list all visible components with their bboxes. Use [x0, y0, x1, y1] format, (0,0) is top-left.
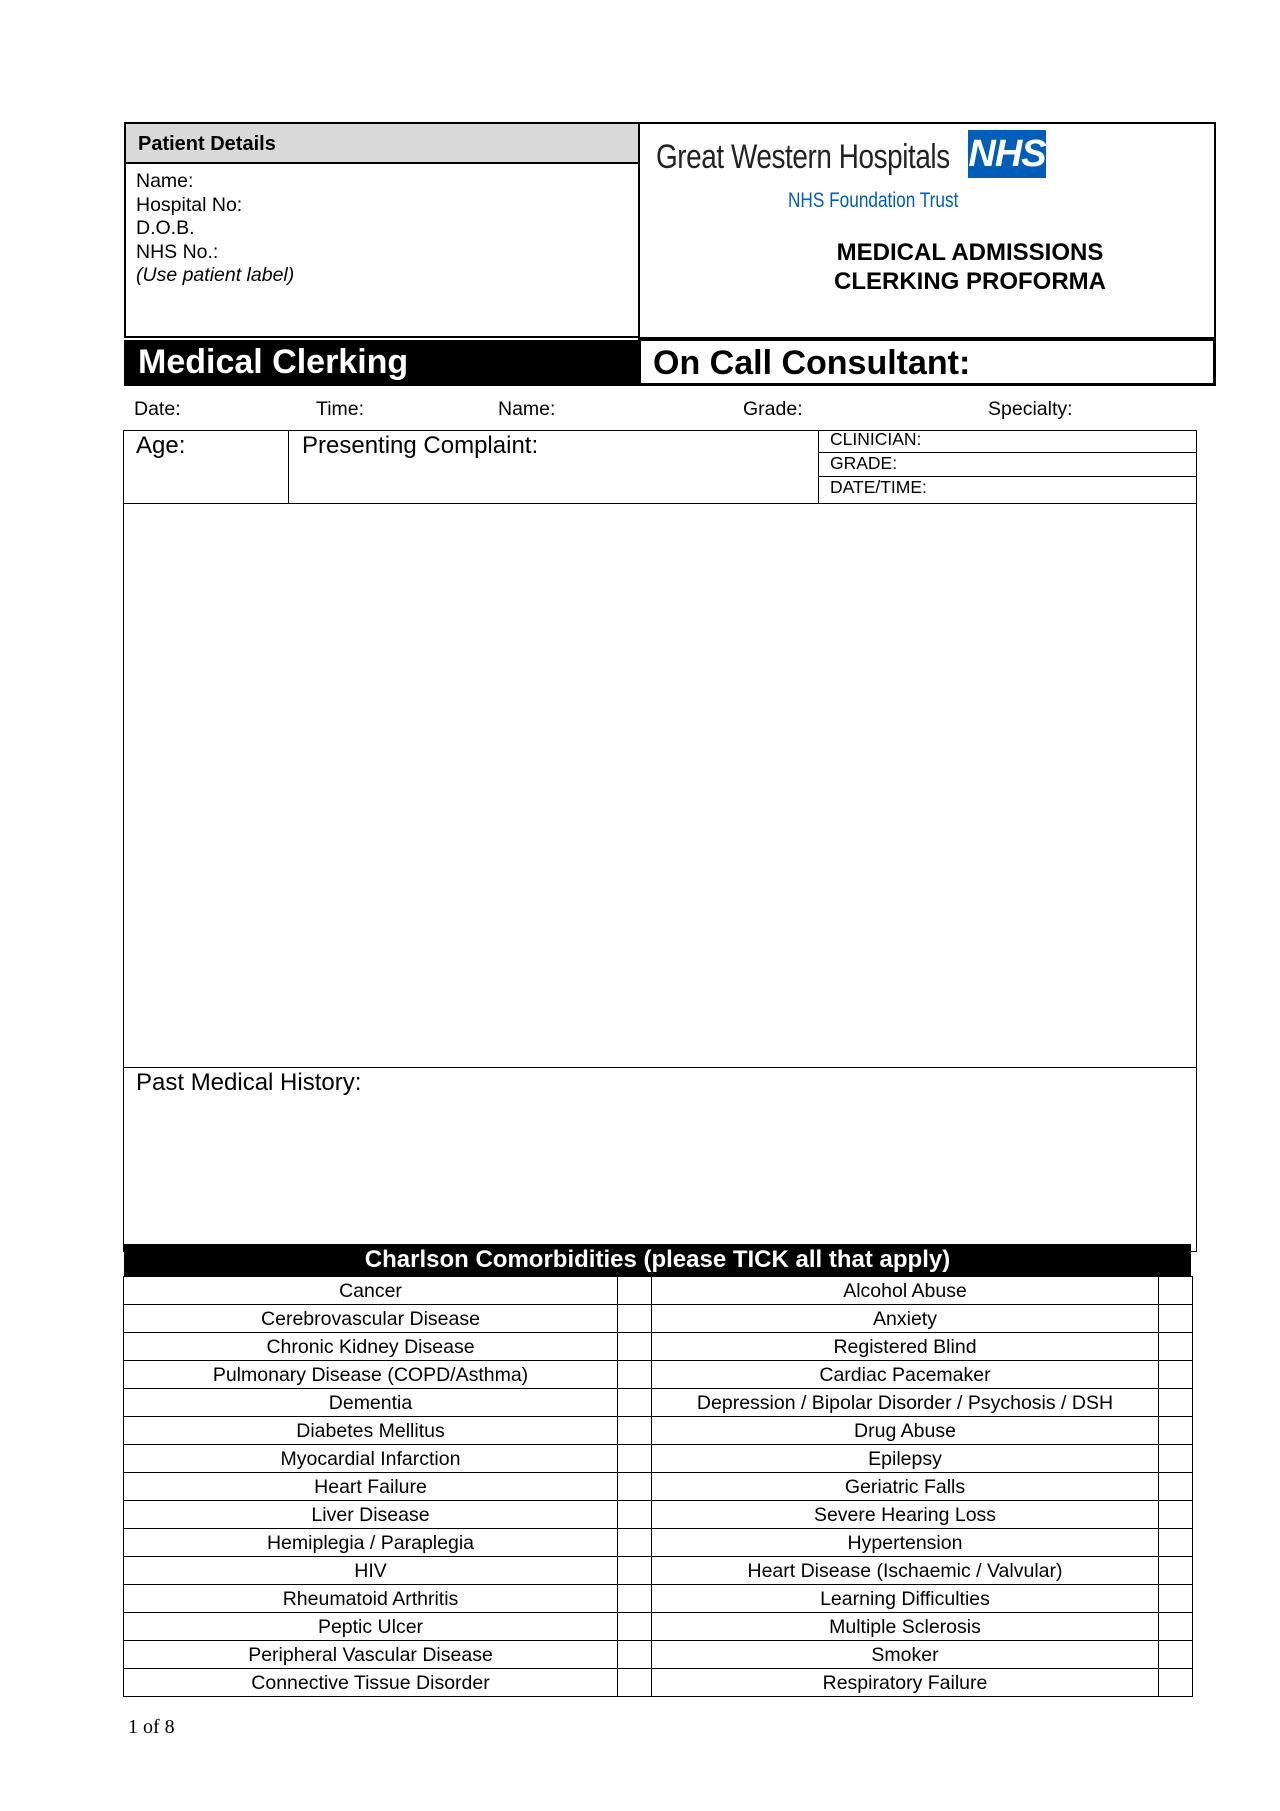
comorbidity-tick-box[interactable]: [1159, 1389, 1193, 1417]
comorbidity-row: [124, 1585, 1193, 1613]
comorbidity-tick-box[interactable]: [618, 1417, 652, 1445]
nhs-no-label: NHS No.:: [136, 240, 219, 263]
nhs-logo-badge: NHS: [968, 130, 1046, 178]
comorbidity-label: Hemiplegia / Paraplegia: [124, 1529, 618, 1557]
patient-name-label: Name:: [136, 170, 194, 192]
comorbidity-label: Geriatric Falls: [652, 1473, 1159, 1501]
comorbidity-tick-box[interactable]: [1159, 1557, 1193, 1585]
comorbidity-tick-box[interactable]: [1159, 1361, 1193, 1389]
grade-label: GRADE:: [830, 453, 898, 473]
form-title: [780, 238, 1160, 296]
comorbidity-row: [124, 1473, 1193, 1501]
comorbidity-row: [124, 1669, 1193, 1697]
comorbidity-label: Epilepsy: [652, 1445, 1159, 1473]
comorbidity-label: Pulmonary Disease (COPD/Asthma): [124, 1361, 618, 1389]
comorbidity-label: Alcohol Abuse: [652, 1277, 1159, 1305]
comorbidity-tick-box[interactable]: [618, 1557, 652, 1585]
comorbidity-label: Depression / Bipolar Disorder / Psychosis / DSH: [652, 1389, 1159, 1417]
comorbidity-tick-box[interactable]: [618, 1333, 652, 1361]
comorbidity-tick-box[interactable]: [1159, 1613, 1193, 1641]
comorbidity-tick-box[interactable]: [618, 1445, 652, 1473]
comorbidity-row: [124, 1641, 1193, 1669]
comorbidity-row: [124, 1277, 1193, 1305]
comorbidity-tick-box[interactable]: [618, 1669, 652, 1697]
time-field-label: Time:: [316, 398, 365, 420]
comorbidity-row: [124, 1305, 1193, 1333]
comorbidity-row: [124, 1501, 1193, 1529]
comorbidity-label: Severe Hearing Loss: [652, 1501, 1159, 1529]
comorbidity-tick-box[interactable]: [1159, 1473, 1193, 1501]
form-title-line1: MEDICAL ADMISSIONS: [836, 239, 1104, 266]
datetime-label: DATE/TIME:: [830, 477, 927, 497]
comorbidity-tick-box[interactable]: [618, 1585, 652, 1613]
comorbidity-tick-box[interactable]: [1159, 1417, 1193, 1445]
trust-name: Great Western Hospitals: [656, 138, 950, 176]
comorbidity-label: Respiratory Failure: [652, 1669, 1159, 1697]
comorbidity-tick-box[interactable]: [618, 1277, 652, 1305]
comorbidity-tick-box[interactable]: [618, 1473, 652, 1501]
comorbidity-label: Connective Tissue Disorder: [124, 1669, 618, 1697]
clinician-label: CLINICIAN:: [830, 429, 922, 449]
comorbidity-label: Multiple Sclerosis: [652, 1613, 1159, 1641]
age-complaint-row: [123, 430, 1197, 504]
comorbidity-tick-box[interactable]: [1159, 1641, 1193, 1669]
comorbidity-label: Diabetes Mellitus: [124, 1417, 618, 1445]
comorbidity-label: Rheumatoid Arthritis: [124, 1585, 618, 1613]
comorbidity-tick-box[interactable]: [1159, 1529, 1193, 1557]
grade-field-label: Grade:: [743, 398, 803, 420]
comorbidity-row: [124, 1557, 1193, 1585]
comorbidity-label: Heart Failure: [124, 1473, 618, 1501]
comorbidity-tick-box[interactable]: [1159, 1305, 1193, 1333]
presenting-complaint-label: Presenting Complaint:: [302, 432, 539, 459]
comorbidity-row: [124, 1417, 1193, 1445]
medical-clerking-bar: Medical Clerking: [124, 340, 639, 386]
comorbidity-label: Cerebrovascular Disease: [124, 1305, 618, 1333]
patient-details-heading: Patient Details: [124, 122, 639, 164]
comorbidity-label: Chronic Kidney Disease: [124, 1333, 618, 1361]
age-label: Age:: [136, 432, 186, 459]
patient-label-note: (Use patient label): [136, 264, 295, 286]
comorbidity-tick-box[interactable]: [618, 1361, 652, 1389]
comorbidity-row: [124, 1529, 1193, 1557]
presenting-complaint-area[interactable]: [123, 503, 1197, 1068]
comorbidity-label: Hypertension: [652, 1529, 1159, 1557]
past-medical-history-label: Past Medical History:: [136, 1069, 362, 1096]
comorbidity-label: Cancer: [124, 1277, 618, 1305]
comorbidity-label: Myocardial Infarction: [124, 1445, 618, 1473]
comorbidity-label: Registered Blind: [652, 1333, 1159, 1361]
comorbidity-tick-box[interactable]: [618, 1305, 652, 1333]
form-title-line2: CLERKING PROFORMA: [834, 268, 1106, 295]
date-field-label: Date:: [134, 398, 181, 420]
hospital-no-label: Hospital No:: [136, 193, 243, 216]
comorbidity-tick-box[interactable]: [618, 1613, 652, 1641]
comorbidity-tick-box[interactable]: [1159, 1445, 1193, 1473]
age-divider: [288, 430, 289, 504]
comorbidity-label: Dementia: [124, 1389, 618, 1417]
clinician-divider: [818, 430, 819, 504]
comorbidity-tick-box[interactable]: [1159, 1501, 1193, 1529]
comorbidity-label: Peripheral Vascular Disease: [124, 1641, 618, 1669]
comorbidity-label: HIV: [124, 1557, 618, 1585]
comorbidity-label: Peptic Ulcer: [124, 1613, 618, 1641]
page-number: 1 of 8: [128, 1716, 175, 1738]
trust-subtitle: NHS Foundation Trust: [788, 189, 959, 212]
comorbidity-row: [124, 1361, 1193, 1389]
specialty-field-label: Specialty:: [988, 398, 1073, 420]
comorbidity-row: [124, 1333, 1193, 1361]
comorbidity-label: Cardiac Pacemaker: [652, 1361, 1159, 1389]
comorbidity-tick-box[interactable]: [618, 1529, 652, 1557]
comorbidity-tick-box[interactable]: [618, 1501, 652, 1529]
comorbidity-label: Smoker: [652, 1641, 1159, 1669]
comorbidity-label: Heart Disease (Ischaemic / Valvular): [652, 1557, 1159, 1585]
comorbidities-table: [123, 1276, 1193, 1697]
comorbidity-tick-box[interactable]: [1159, 1585, 1193, 1613]
comorbidity-tick-box[interactable]: [618, 1389, 652, 1417]
comorbidity-label: Learning Difficulties: [652, 1585, 1159, 1613]
on-call-consultant-field[interactable]: On Call Consultant:: [638, 338, 1216, 386]
comorbidity-label: Liver Disease: [124, 1501, 618, 1529]
comorbidity-tick-box[interactable]: [618, 1641, 652, 1669]
comorbidity-row: [124, 1389, 1193, 1417]
comorbidity-tick-box[interactable]: [1159, 1669, 1193, 1697]
comorbidity-row: [124, 1445, 1193, 1473]
comorbidity-row: [124, 1613, 1193, 1641]
patient-details-fields: [136, 170, 294, 288]
comorbidity-label: Anxiety: [652, 1305, 1159, 1333]
name-field-label: Name:: [498, 398, 556, 420]
dob-label: D.O.B.: [136, 217, 195, 239]
comorbidity-tick-box[interactable]: [1159, 1277, 1193, 1305]
comorbidity-tick-box[interactable]: [1159, 1333, 1193, 1361]
comorbidity-label: Drug Abuse: [652, 1417, 1159, 1445]
comorbidities-heading: Charlson Comorbidities (please TICK all that apply): [124, 1244, 1191, 1276]
